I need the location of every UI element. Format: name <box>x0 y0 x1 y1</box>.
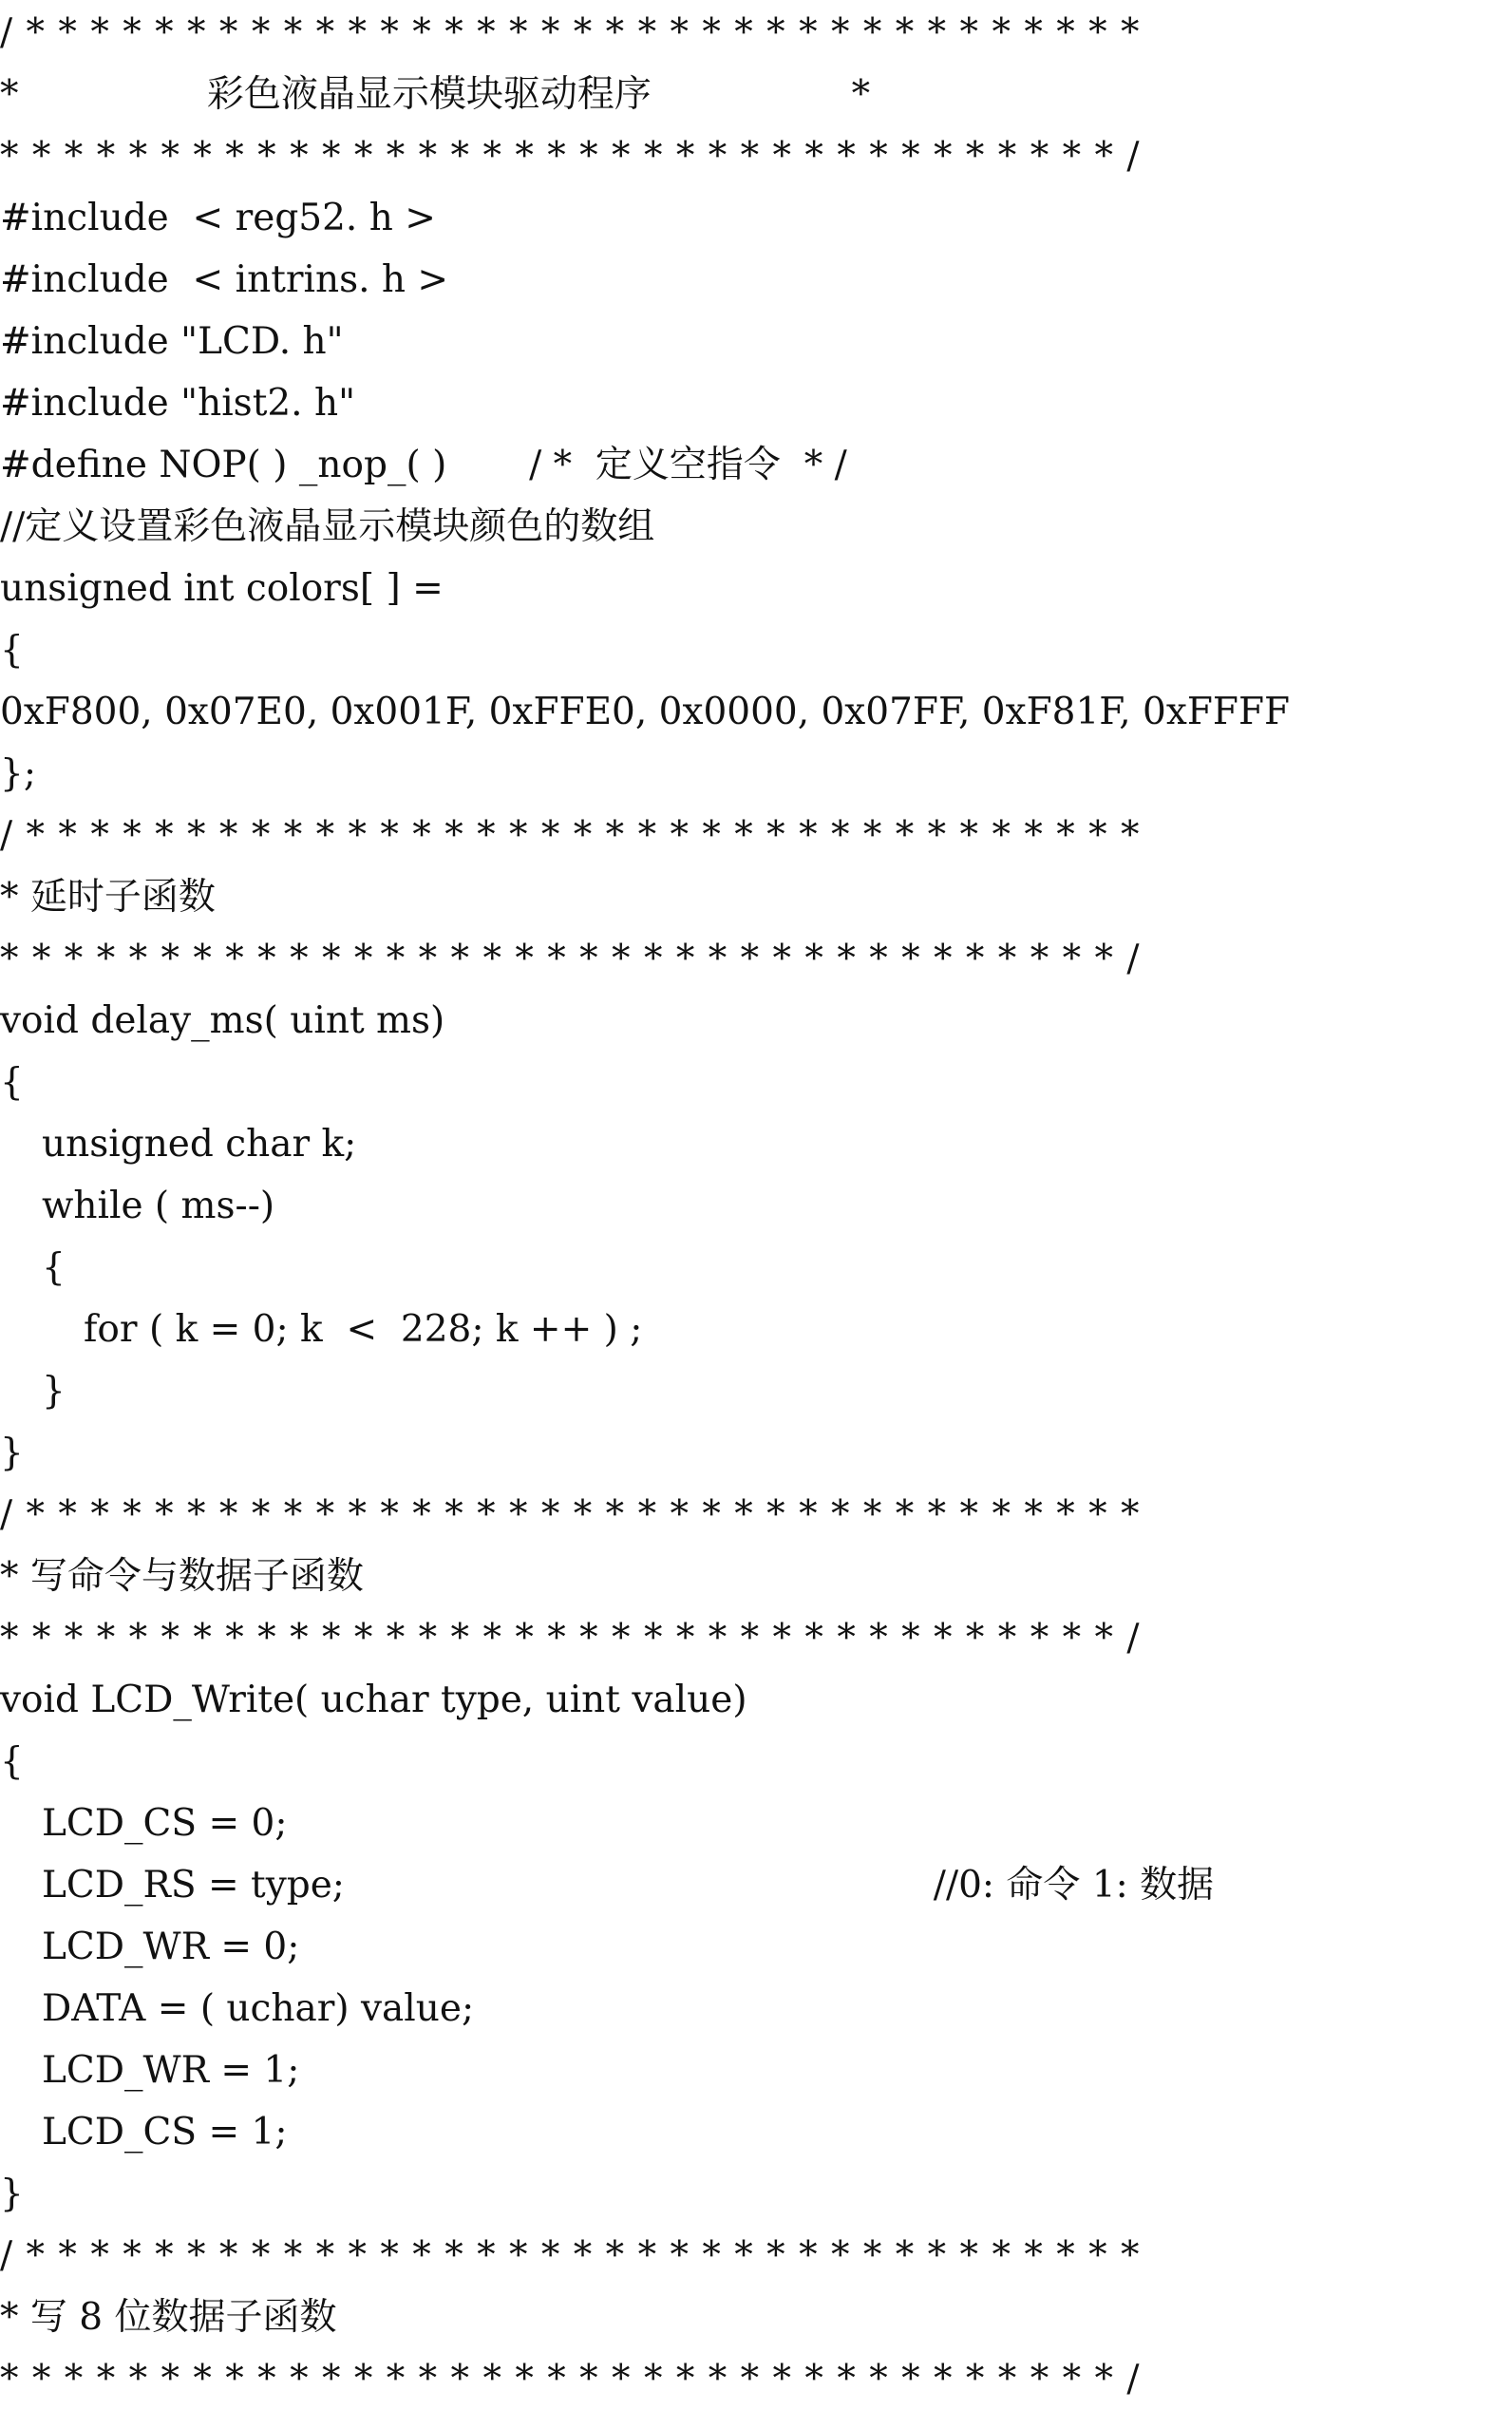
code-line: } <box>42 1370 66 1413</box>
code-line: { <box>42 1246 66 1289</box>
code-line: #define NOP( ) _nop_( ) / * 定义空指令 * / <box>0 444 847 486</box>
code-line: #include "LCD. h" <box>0 320 344 363</box>
code-line: } <box>0 1432 24 1474</box>
code-line: LCD_RS = type; //0: 命令 1: 数据 <box>42 1864 1215 1907</box>
code-line: / * * * * * * * * * * * * * * * * * * * * * * * * * * * * * * * * * * * <box>0 11 1141 54</box>
code-line: LCD_WR = 0; <box>42 1926 300 1968</box>
code-line: unsigned int colors[ ] = <box>0 567 444 610</box>
code-line: * * * * * * * * * * * * * * * * * * * * * * * * * * * * * * * * * * * / <box>0 938 1141 980</box>
code-line: * * * * * * * * * * * * * * * * * * * * * * * * * * * * * * * * * * * / <box>0 2358 1141 2401</box>
code-line: }; <box>0 752 36 795</box>
code-line: } <box>0 2173 24 2215</box>
code-line: #include "hist2. h" <box>0 382 356 425</box>
code-line: LCD_CS = 1; <box>42 2111 288 2154</box>
code-line: * 写命令与数据子函数 <box>0 1555 364 1598</box>
code-line: //定义设置彩色液晶显示模块颜色的数组 <box>0 505 655 548</box>
code-line: for ( k = 0; k < 228; k ++ ) ; <box>84 1308 643 1351</box>
code-line: / * * * * * * * * * * * * * * * * * * * * * * * * * * * * * * * * * * * <box>0 814 1141 857</box>
code-line: while ( ms--) <box>42 1185 275 1227</box>
code-line: { <box>0 1740 24 1783</box>
code-line: * * * * * * * * * * * * * * * * * * * * * * * * * * * * * * * * * * * / <box>0 135 1141 178</box>
code-line: / * * * * * * * * * * * * * * * * * * * * * * * * * * * * * * * * * * * <box>0 2234 1141 2277</box>
code-line: #include < reg52. h > <box>0 197 436 239</box>
code-line: DATA = ( uchar) value; <box>42 1987 475 2030</box>
code-line: * 写 8 位数据子函数 <box>0 2296 337 2339</box>
code-line: { <box>0 629 24 672</box>
code-line: * 延时子函数 <box>0 876 216 919</box>
code-line: * * * * * * * * * * * * * * * * * * * * * * * * * * * * * * * * * * * / <box>0 1617 1141 1660</box>
code-line: / * * * * * * * * * * * * * * * * * * * * * * * * * * * * * * * * * * * <box>0 1493 1141 1536</box>
code-line: void delay_ms( uint ms) <box>0 999 445 1042</box>
code-line: unsigned char k; <box>42 1123 357 1166</box>
code-line: { <box>0 1061 24 1104</box>
code-line: 0xF800, 0x07E0, 0x001F, 0xFFE0, 0x0000, 0x07FF, 0xF81F, 0xFFFF <box>0 691 1291 733</box>
code-line: * 彩色液晶显示模块驱动程序 * <box>0 73 871 116</box>
code-line: void LCD_Write( uchar type, uint value) <box>0 1679 747 1721</box>
code-line: #include < intrins. h > <box>0 258 449 301</box>
code-line: LCD_CS = 0; <box>42 1802 288 1845</box>
code-line: LCD_WR = 1; <box>42 2049 300 2092</box>
